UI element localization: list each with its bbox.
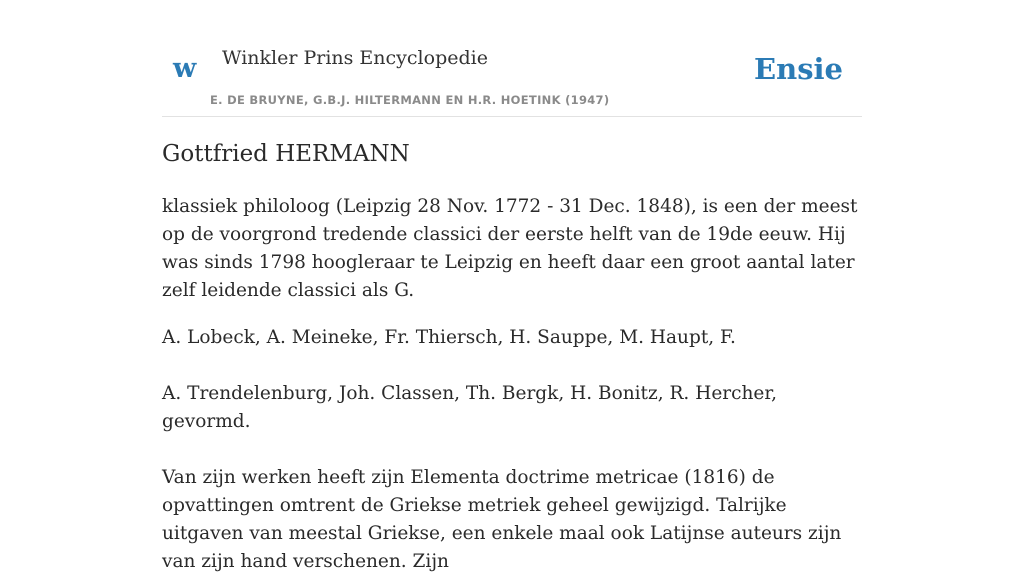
- site-header: [162, 0, 862, 117]
- article-title: Gottfried HERMANN: [162, 141, 410, 167]
- article-paragraph: klassiek philoloog (Leipzig 28 Nov. 1772 - 31 Dec. 1848), is een der meest op de voorgrond tredende classici der eerste helft van de 19de eeuw. Hij was sinds 1798 hoogleraar te Leipzig en heeft daar een groot aantal later zelf leidende classici als G.: [162, 196, 858, 301]
- article: [162, 137, 862, 576]
- article-paragraph: A. Lobeck, A. Meineke, Fr. Thiersch, H. Sauppe, M. Haupt, F.: [162, 327, 736, 348]
- article-paragraph: A. Trendelenburg, Joh. Classen, Th. Bergk, H. Bonitz, R. Hercher, gevormd.: [162, 383, 778, 432]
- ensie-logo[interactable]: Ensie: [754, 52, 843, 86]
- article-paragraph: Van zijn werken heeft zijn Elementa doctrime metricae (1816) de opvattingen omtrent de Griekse metriek geheel gewijzigd. Talrijke uitgaven van meestal Griekse, een enkele maal ook Latijnse auteurs zijn van zijn hand verschenen. Zijn: [162, 467, 842, 572]
- winkler-prins-logo[interactable]: w: [173, 53, 197, 84]
- publication-authors: E. DE BRUYNE, G.B.J. HILTERMANN EN H.R. HOETINK (1947): [210, 93, 610, 107]
- publication-title[interactable]: Winkler Prins Encyclopedie: [222, 47, 488, 69]
